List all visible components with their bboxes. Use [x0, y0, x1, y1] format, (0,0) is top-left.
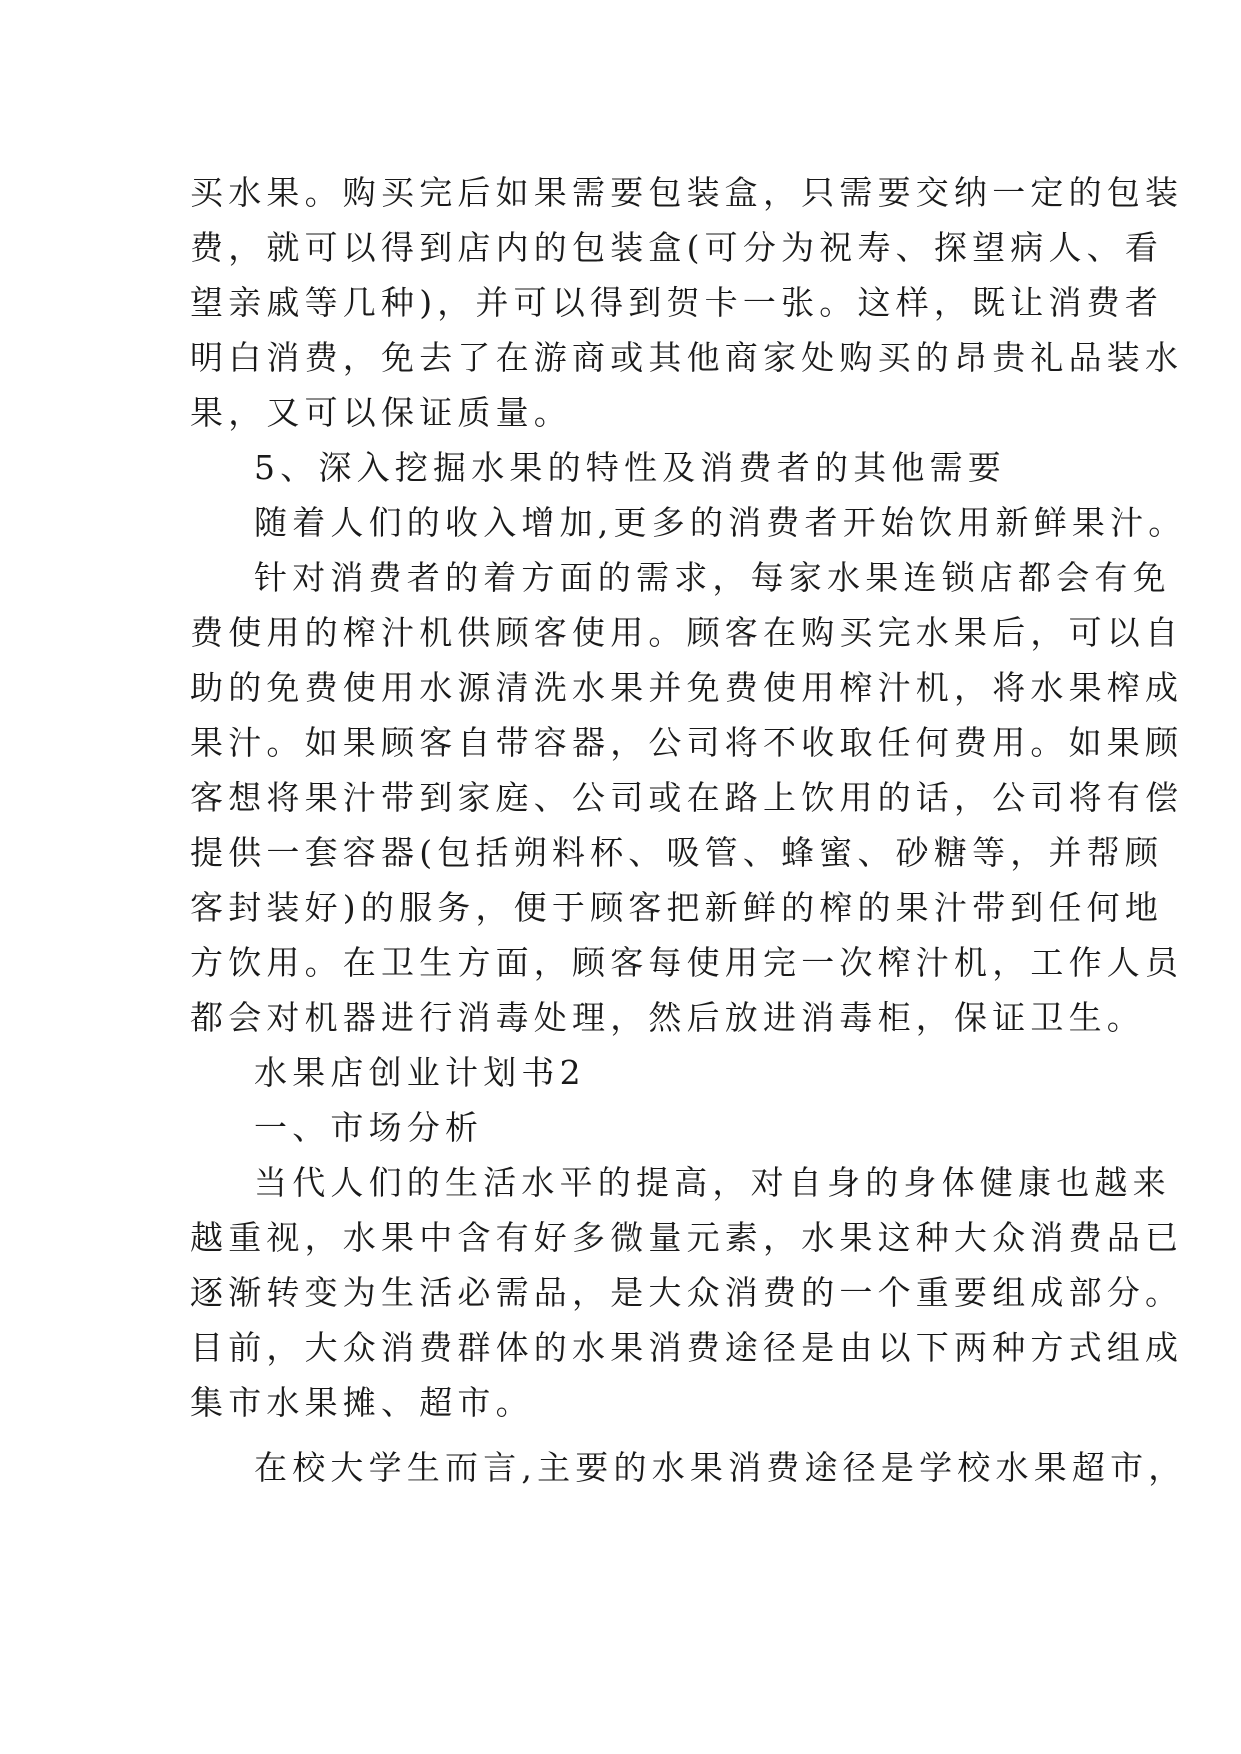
section-heading: 5、深入挖掘水果的特性及消费者的其他需要: [254, 448, 1006, 487]
text-line: 明白消费，免去了在游商或其他商家处购买的昂贵礼品装水: [190, 338, 1184, 377]
text-line: 越重视，水果中含有好多微量元素，水果这种大众消费品已: [190, 1218, 1184, 1257]
text-line: 费使用的榨汁机供顾客使用。顾客在购买完水果后，可以自: [190, 613, 1184, 652]
section-heading: 一、市场分析: [254, 1108, 484, 1147]
text-line: 客封装好)的服务，便于顾客把新鲜的榨的果汁带到任何地: [190, 888, 1164, 927]
text-line: 目前，大众消费群体的水果消费途径是由以下两种方式组成: [190, 1328, 1184, 1367]
paragraph-start: 在校大学生而言,主要的水果消费途径是学校水果超市，: [254, 1448, 1187, 1487]
paragraph-start: 当代人们的生活水平的提高，对自身的身体健康也越来: [254, 1163, 1171, 1202]
text-line: 买水果。购买完后如果需要包装盒，只需要交纳一定的包装: [190, 173, 1184, 212]
text-line: 逐渐转变为生活必需品，是大众消费的一个重要组成部分。: [190, 1273, 1184, 1312]
paragraph-start: 随着人们的收入增加,更多的消费者开始饮用新鲜果汁。: [254, 503, 1187, 542]
paragraph-start: 针对消费者的着方面的需求，每家水果连锁店都会有免: [254, 558, 1171, 597]
text-line: 果，又可以保证质量。: [190, 393, 572, 432]
text-line: 果汁。如果顾客自带容器，公司将不收取任何费用。如果顾: [190, 723, 1184, 762]
document-title: 水果店创业计划书2: [254, 1053, 586, 1092]
text-line: 望亲戚等几种)，并可以得到贺卡一张。这样，既让消费者: [190, 283, 1164, 322]
text-line: 方饮用。在卫生方面，顾客每使用完一次榨汁机，工作人员: [190, 943, 1184, 982]
text-line: 费，就可以得到店内的包装盒(可分为祝寿、探望病人、看: [190, 228, 1164, 267]
text-line: 助的免费使用水源清洗水果并免费使用榨汁机，将水果榨成: [190, 668, 1184, 707]
text-line: 提供一套容器(包括朔料杯、吸管、蜂蜜、砂糖等，并帮顾: [190, 833, 1164, 872]
text-line: 都会对机器进行消毒处理，然后放进消毒柜，保证卫生。: [190, 998, 1145, 1037]
text-line: 客想将果汁带到家庭、公司或在路上饮用的话，公司将有偿: [190, 778, 1184, 817]
text-line: 集市水果摊、超市。: [190, 1383, 534, 1422]
